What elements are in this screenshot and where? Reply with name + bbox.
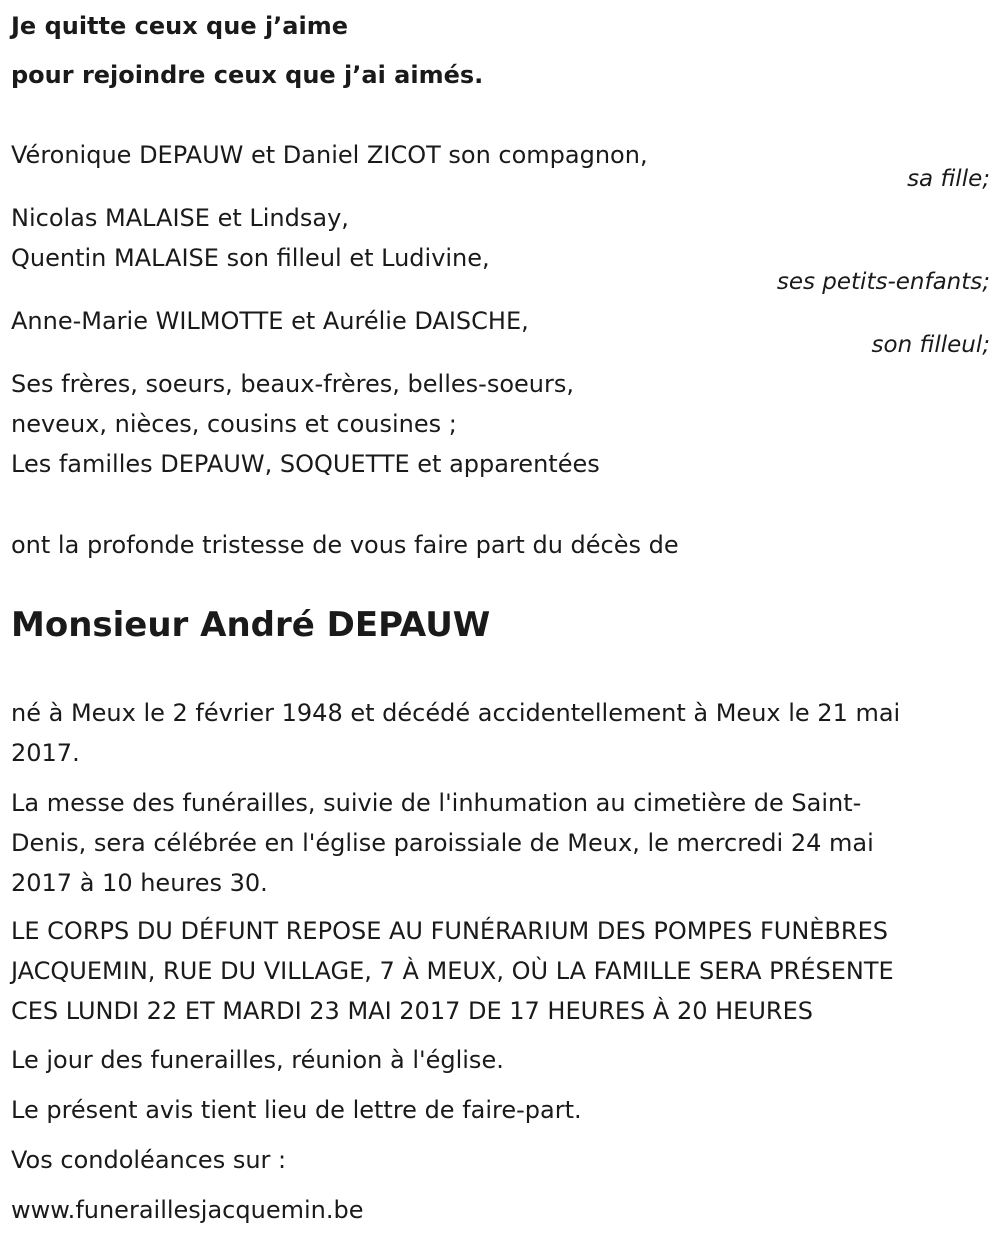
daughter-line: Véronique DEPAUW et Daniel ZICOT son compagnon, [11, 141, 648, 169]
godson-role: son filleul; [871, 332, 990, 358]
announcement: ont la profonde tristesse de vous faire part du décès de [11, 531, 679, 559]
notice-note: Le présent avis tient lieu de lettre de faire-part. [11, 1096, 582, 1124]
relatives-line-2: neveux, nièces, cousins et cousines ; [11, 410, 457, 438]
birth-death-line-1: né à Meux le 2 février 1948 et décédé accidentellement à Meux le 21 mai [11, 699, 901, 727]
grandchildren-role: ses petits-enfants; [776, 269, 990, 295]
quote-line-2: pour rejoindre ceux que j’ai aimés. [11, 61, 484, 89]
website-link[interactable]: www.funeraillesjacquemin.be [11, 1196, 364, 1224]
funeral-mass-line-2: Denis, sera célébrée en l'église paroissiale de Meux, le mercredi 24 mai [11, 829, 874, 857]
relatives-line-3: Les familles DEPAUW, SOQUETTE et apparentées [11, 450, 600, 478]
condolences-label: Vos condoléances sur : [11, 1146, 287, 1174]
grandchild-line-1: Nicolas MALAISE et Lindsay, [11, 204, 349, 232]
visitation-line-2: JACQUEMIN, RUE DU VILLAGE, 7 À MEUX, OÙ LA FAMILLE SERA PRÉSENTE [11, 957, 894, 985]
visitation-line-1: LE CORPS DU DÉFUNT REPOSE AU FUNÉRARIUM DES POMPES FUNÈBRES [11, 917, 888, 945]
funeral-mass-line-3: 2017 à 10 heures 30. [11, 869, 268, 897]
godson-line: Anne-Marie WILMOTTE et Aurélie DAISCHE, [11, 307, 529, 335]
visitation-line-3: CES LUNDI 22 ET MARDI 23 MAI 2017 DE 17 HEURES À 20 HEURES [11, 997, 813, 1025]
relatives-line-1: Ses frères, soeurs, beaux-frères, belles-soeurs, [11, 370, 574, 398]
quote-line-1: Je quitte ceux que j’aime [11, 12, 349, 40]
deceased-name: Monsieur André DEPAUW [11, 605, 491, 645]
daughter-role: sa fille; [907, 166, 990, 192]
birth-death-line-2: 2017. [11, 739, 80, 767]
grandchild-line-2: Quentin MALAISE son filleul et Ludivine, [11, 244, 490, 272]
meeting-note: Le jour des funerailles, réunion à l'église. [11, 1046, 504, 1074]
funeral-mass-line-1: La messe des funérailles, suivie de l'inhumation au cimetière de Saint- [11, 789, 862, 817]
